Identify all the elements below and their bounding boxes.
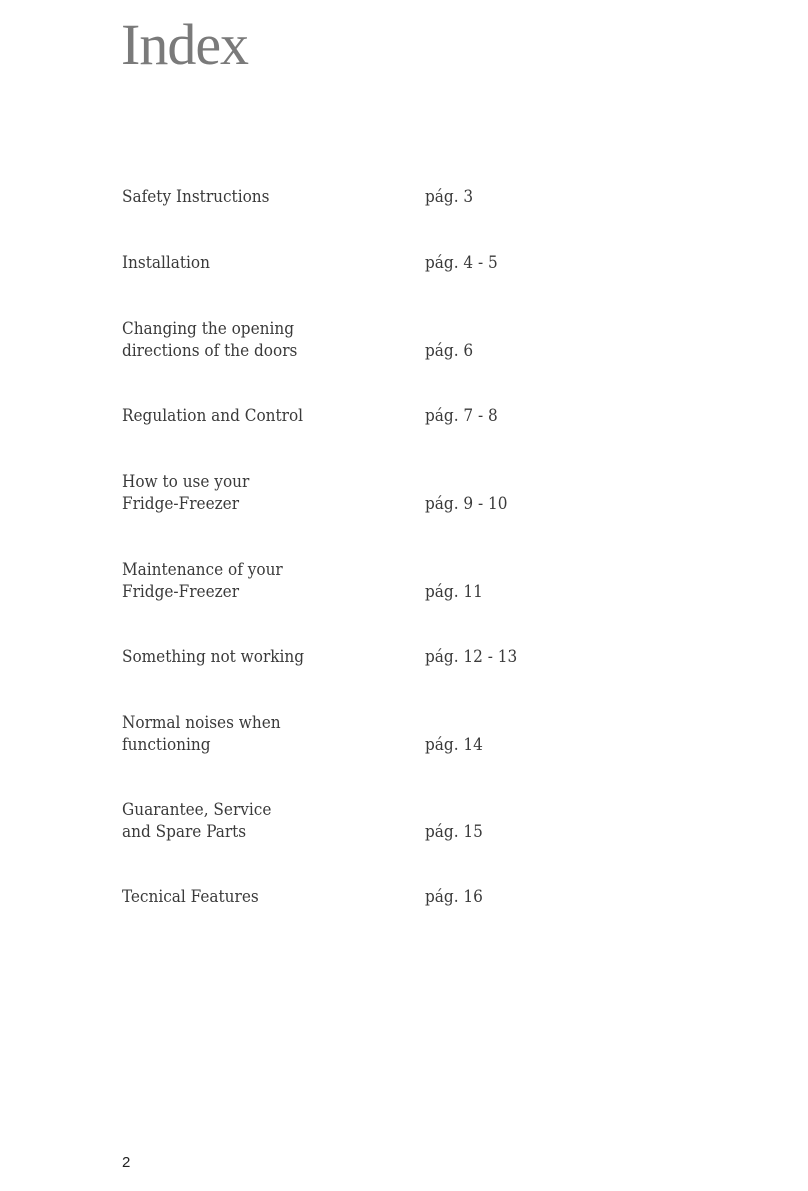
toc-entry-page: pág. 4 - 5 xyxy=(425,253,498,273)
toc-entry-maintenance xyxy=(122,559,722,603)
toc-entry-label: Changing the opening directions of the doors xyxy=(122,319,298,361)
toc-entry-normal-noises xyxy=(122,712,722,756)
toc-entry-label: Installation xyxy=(122,253,210,273)
toc-entry-page: pág. 15 xyxy=(425,822,483,842)
toc-entry-how-to-use xyxy=(122,471,722,515)
toc-entry-label: Safety Instructions xyxy=(122,187,270,207)
toc-entry-label: Guarantee, Service and Spare Parts xyxy=(122,800,272,842)
page-title: Index xyxy=(121,12,249,77)
toc-entry-installation xyxy=(122,252,722,274)
toc-entry-label: Maintenance of your Fridge-Freezer xyxy=(122,560,283,602)
toc-entry-changing-doors xyxy=(122,318,722,362)
toc-entry-something-not-working xyxy=(122,646,722,668)
toc-entry-safety-instructions xyxy=(122,186,722,208)
toc-entry-regulation-control xyxy=(122,405,722,427)
toc-entry-page: pág. 9 - 10 xyxy=(425,494,508,514)
toc-entry-technical-features xyxy=(122,886,722,908)
toc-entry-label: How to use your Fridge-Freezer xyxy=(122,472,250,514)
toc-entry-guarantee xyxy=(122,799,722,843)
toc-entry-label: Tecnical Features xyxy=(122,887,259,907)
page-number: 2 xyxy=(122,1154,131,1171)
toc-entry-label: Regulation and Control xyxy=(122,406,304,426)
toc-entry-page: pág. 3 xyxy=(425,187,474,207)
toc-entry-page: pág. 11 xyxy=(425,582,483,602)
toc-entry-label: Normal noises when functioning xyxy=(122,713,281,755)
toc-entry-page: pág. 6 xyxy=(425,341,474,361)
toc-entry-page: pág. 7 - 8 xyxy=(425,406,498,426)
toc-entry-page: pág. 14 xyxy=(425,735,483,755)
toc-entry-page: pág. 12 - 13 xyxy=(425,647,518,667)
toc-entry-page: pág. 16 xyxy=(425,887,483,907)
toc-entry-label: Something not working xyxy=(122,647,305,667)
